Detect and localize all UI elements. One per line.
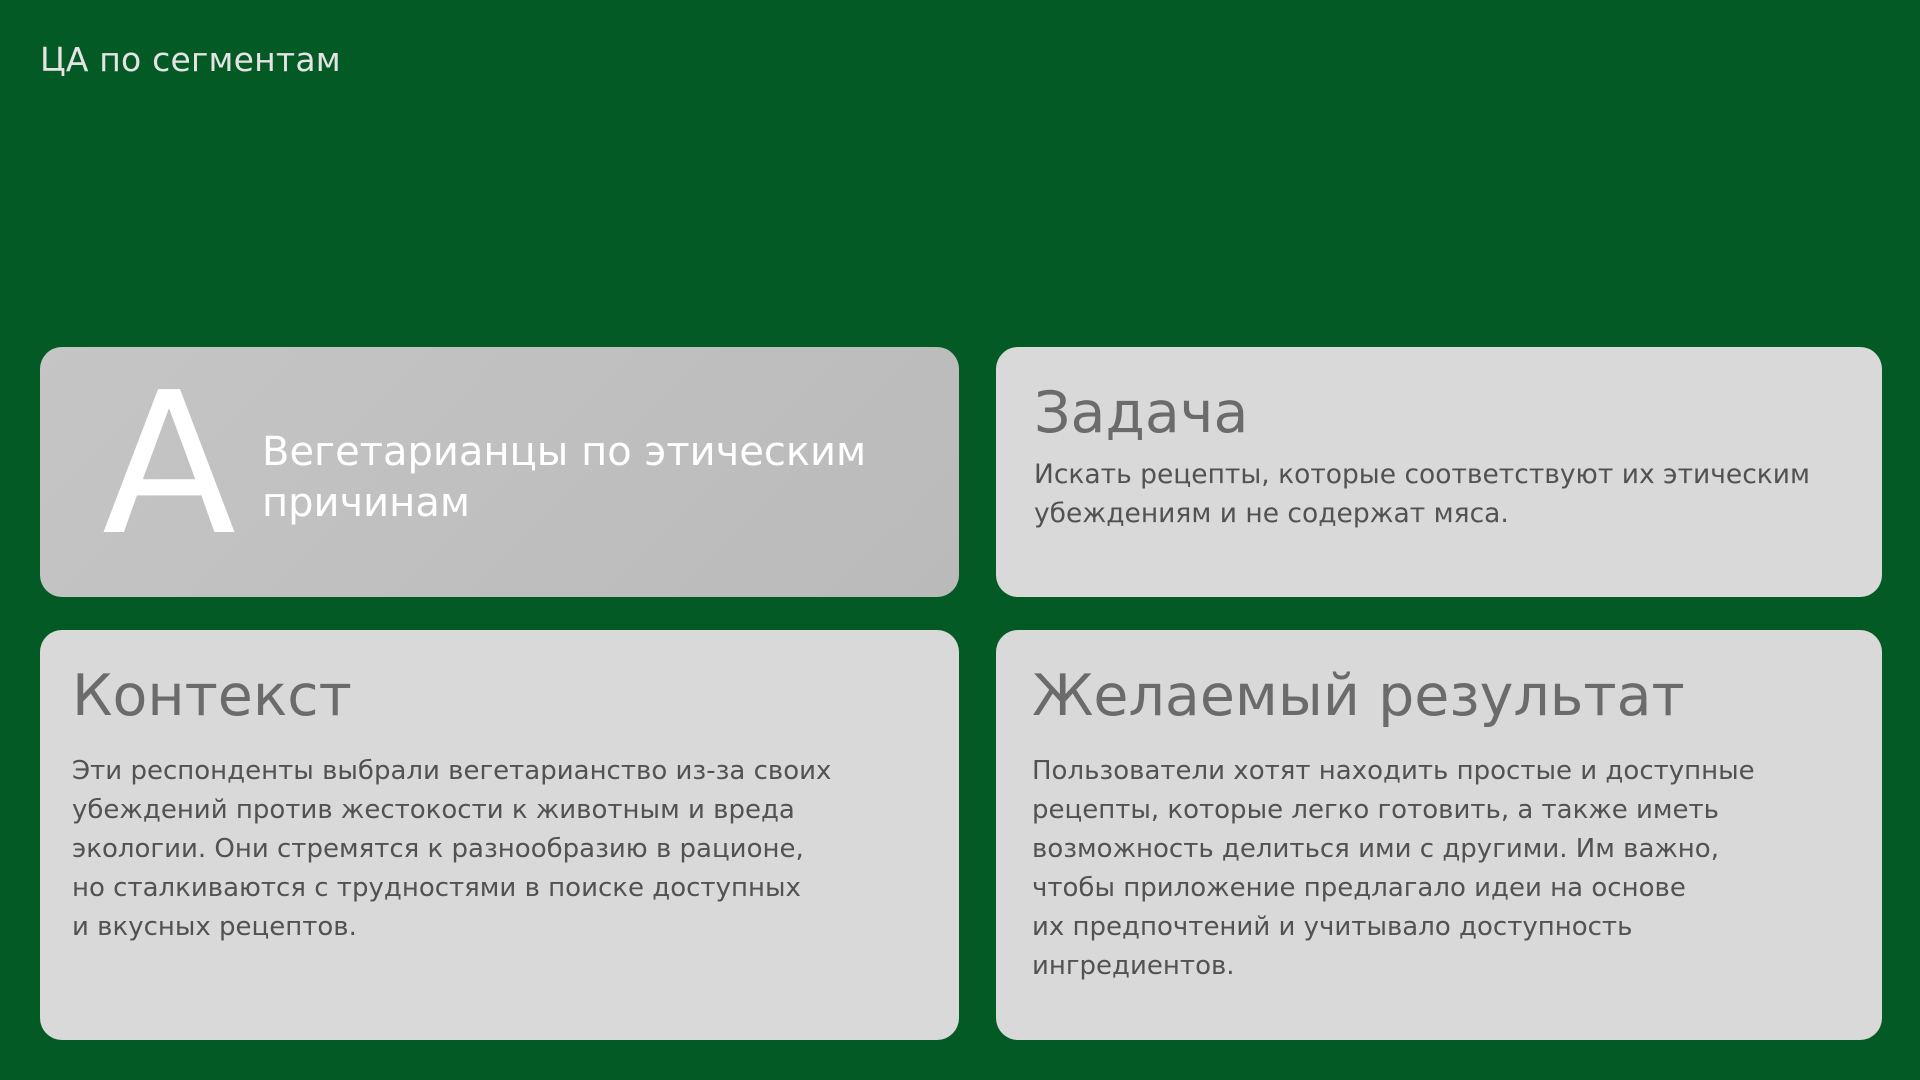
task-text — [1034, 455, 1846, 533]
task-heading: Задача — [1034, 380, 1249, 446]
result-text — [1032, 752, 1846, 986]
result-text-line: ингредиентов. — [1032, 950, 1235, 981]
context-heading: Контекст — [72, 663, 352, 729]
page-title: ЦА по сегментам — [40, 40, 341, 79]
segment-label-line: Вегетарианцы по этическим — [262, 429, 867, 475]
segment-label-line: причинам — [262, 480, 471, 526]
result-text-line: их предпочтений и учитывало доступность — [1032, 911, 1633, 942]
task-text-line: Искать рецепты, которые соответствуют их этическим — [1034, 458, 1811, 490]
segment-letter: А — [102, 351, 237, 579]
context-text — [72, 752, 923, 947]
context-text-line: убеждений против жестокости к животным и вреда — [72, 794, 795, 825]
context-text-line: но сталкиваются с трудностями в поиске доступных — [72, 872, 801, 903]
context-text-line: Эти респонденты выбрали вегетарианство из-за своих — [72, 755, 832, 786]
result-heading: Желаемый результат — [1032, 663, 1685, 729]
result-text-line: рецепты, которые легко готовить, а также иметь — [1032, 794, 1719, 825]
result-text-line: возможность делиться ими с другими. Им важно, — [1032, 833, 1719, 864]
task-text-line: убеждениям и не содержат мяса. — [1034, 497, 1509, 529]
task-card — [996, 347, 1882, 597]
context-text-line: и вкусных рецептов. — [72, 911, 357, 942]
result-text-line: чтобы приложение предлагало идеи на основе — [1032, 872, 1686, 903]
segment-card — [40, 347, 959, 597]
segment-label — [262, 427, 902, 529]
context-text-line: экологии. Они стремятся к разнообразию в рационе, — [72, 833, 804, 864]
result-card — [996, 630, 1882, 1040]
result-text-line: Пользователи хотят находить простые и доступные — [1032, 755, 1755, 786]
context-card — [40, 630, 959, 1040]
